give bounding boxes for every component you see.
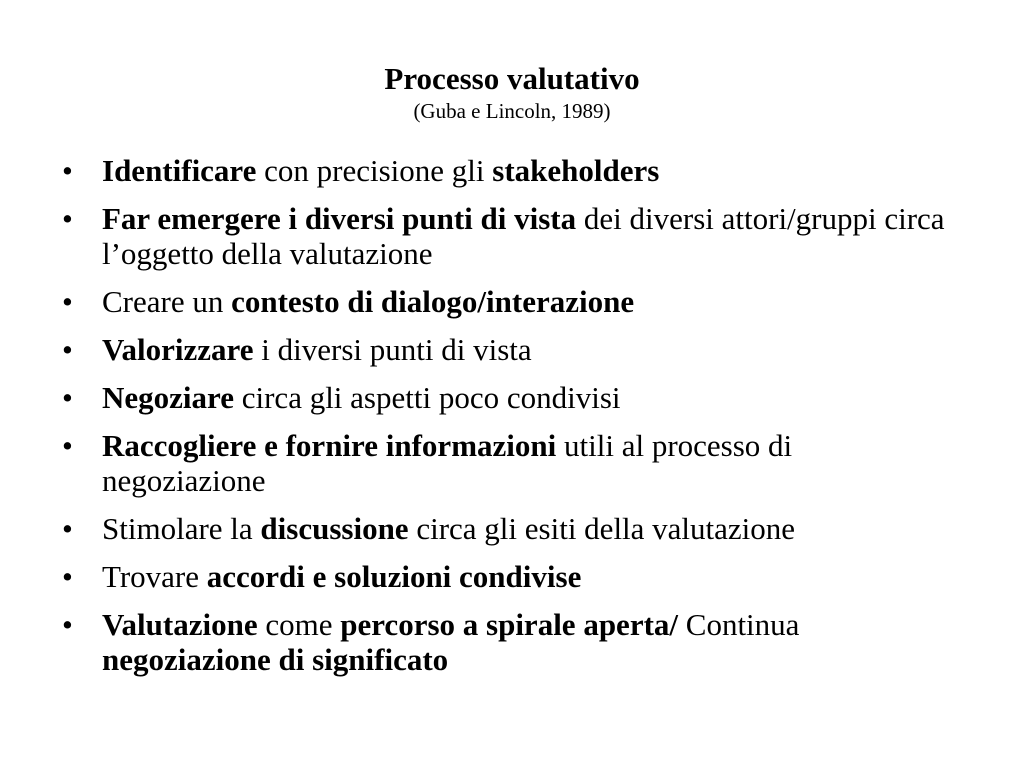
bullet-text-bold: contesto di dialogo/interazione <box>231 284 635 319</box>
bullet-text-bold: Negoziare <box>102 380 234 415</box>
bullet-text-bold: percorso a spirale aperta/ <box>340 607 679 642</box>
bullet-item <box>60 380 960 415</box>
bullet-mark: • <box>62 201 73 236</box>
bullet-text: Stimolare la <box>102 511 261 546</box>
slide-subtitle: (Guba e Lincoln, 1989) <box>413 99 611 123</box>
bullet-text: con precisione gli <box>256 153 493 188</box>
bullet-text-bold: negoziazione di significato <box>102 642 449 677</box>
title-block <box>0 60 1024 124</box>
bullet-mark: • <box>62 153 73 188</box>
bullet-text: come <box>257 607 341 642</box>
bullet-item <box>60 284 960 319</box>
bullet-item <box>60 332 960 367</box>
bullet-text-bold: Raccogliere e fornire informazioni <box>102 428 557 463</box>
bullet-text-bold: stakeholders <box>492 153 660 188</box>
bullet-list <box>60 153 960 690</box>
bullet-text-bold: Far emergere i diversi punti di vista <box>102 201 577 236</box>
bullet-item <box>60 201 960 271</box>
bullet-mark: • <box>62 332 73 367</box>
bullet-text: utili al processo di negoziazione <box>102 428 793 498</box>
bullet-item <box>60 559 960 594</box>
bullet-text: Trovare <box>102 559 207 594</box>
bullet-mark: • <box>62 607 73 642</box>
bullet-item <box>60 428 960 498</box>
bullet-text: Continua <box>678 607 800 642</box>
bullet-text: circa gli aspetti poco condivisi <box>233 380 621 415</box>
bullet-mark: • <box>62 428 73 463</box>
bullet-text-bold: Valorizzare <box>102 332 254 367</box>
bullet-mark: • <box>62 284 73 319</box>
slide-title: Processo valutativo <box>384 61 640 96</box>
bullet-mark: • <box>62 380 73 415</box>
bullet-text: i diversi punti di vista <box>253 332 532 367</box>
bullet-text-bold: accordi e soluzioni condivise <box>206 559 582 594</box>
bullet-mark: • <box>62 511 73 546</box>
bullet-text-bold: discussione <box>260 511 409 546</box>
bullet-text-bold: Valutazione <box>102 607 258 642</box>
bullet-text: Creare un <box>102 284 232 319</box>
bullet-text-bold: Identificare <box>102 153 257 188</box>
bullet-item <box>60 511 960 546</box>
bullet-item <box>60 607 960 677</box>
bullet-text: dei diversi attori/gruppi circa l’oggetto della valutazione <box>102 201 945 271</box>
bullet-text: circa gli esiti della valutazione <box>408 511 796 546</box>
bullet-item <box>60 153 960 188</box>
bullet-mark: • <box>62 559 73 594</box>
